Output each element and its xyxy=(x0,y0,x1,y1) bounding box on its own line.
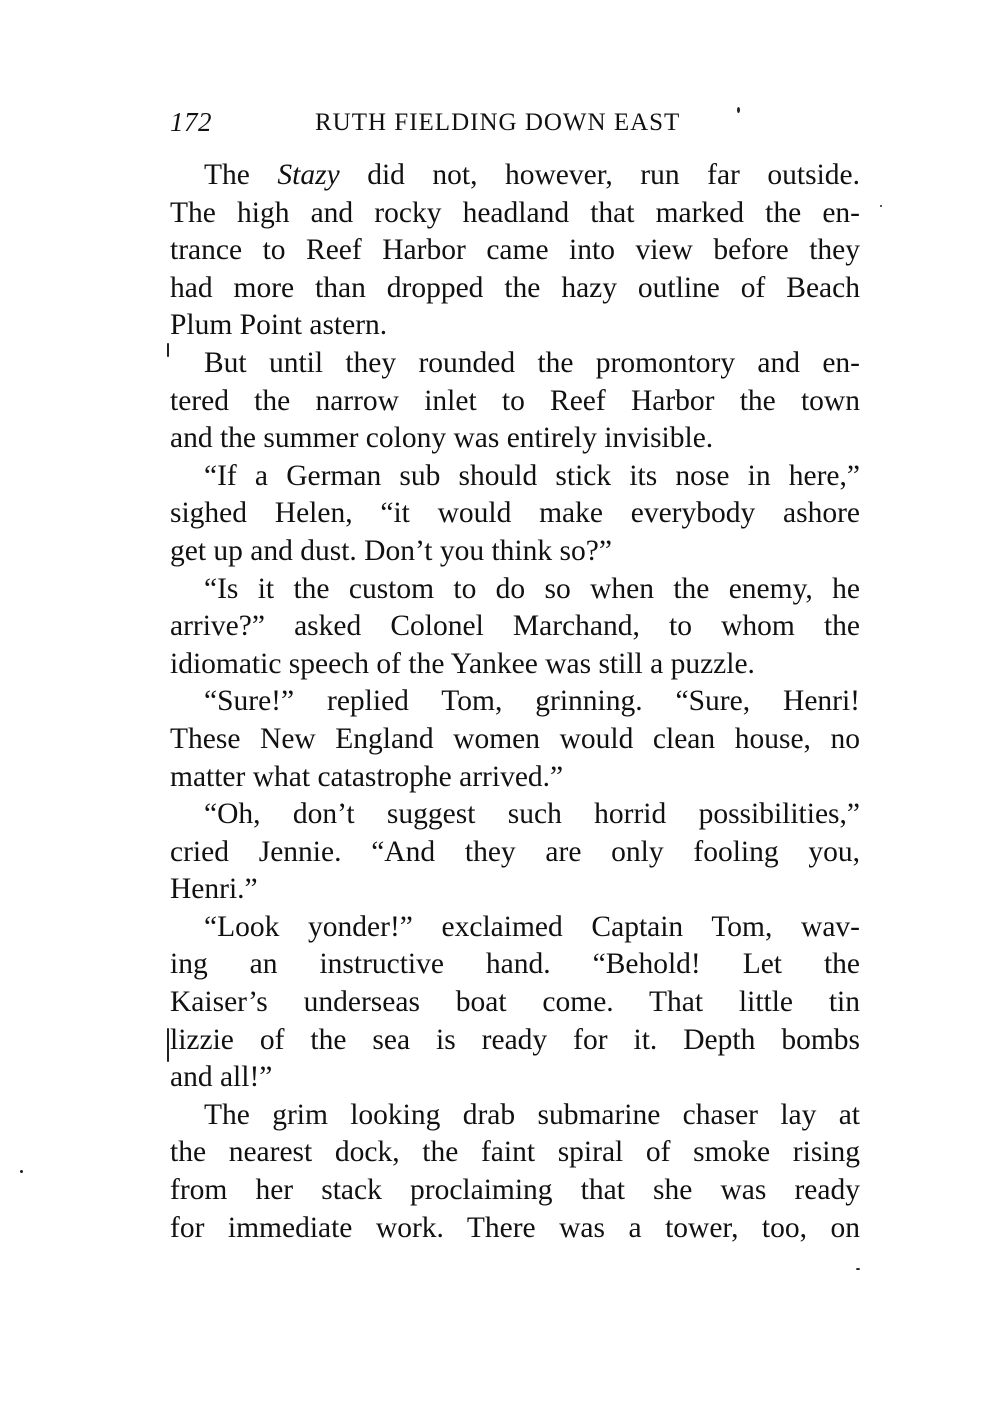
text-line: and the summer colony was entirely invisible. xyxy=(170,422,714,455)
text-line: arrive?” asked Colonel Marchand, to whom the xyxy=(170,610,860,643)
text-line: for immediate work. There was a tower, too, on xyxy=(170,1211,860,1244)
page-number: 172 xyxy=(170,107,212,137)
text-line: and all!” xyxy=(170,1061,273,1094)
text-line: ing an instructive hand. “Behold! Let the xyxy=(170,948,860,981)
text-line: the nearest dock, the faint spiral of smoke rising xyxy=(170,1136,860,1169)
scan-speck xyxy=(20,1170,23,1173)
scan-speck xyxy=(737,107,740,113)
text-line: “Oh, don’t suggest such horrid possibilities,” xyxy=(204,798,860,831)
text-line: had more than dropped the hazy outline of Beach xyxy=(170,271,860,304)
text-line: “Look yonder!” exclaimed Captain Tom, wav- xyxy=(204,910,860,943)
scan-speck xyxy=(880,205,882,207)
text-line: Henri.” xyxy=(170,873,258,906)
text-line: The grim looking drab submarine chaser lay at xyxy=(204,1098,860,1131)
text-line: matter what catastrophe arrived.” xyxy=(170,760,564,793)
text-line: sighed Helen, “it would make everybody ashore xyxy=(170,497,860,530)
text-line: Kaiser’s underseas boat come. That little tin xyxy=(170,986,860,1019)
text-line: tered the narrow inlet to Reef Harbor the town xyxy=(170,384,860,417)
text-line: cried Jennie. “And they are only fooling you, xyxy=(170,835,860,868)
text-line: The Stazy did not, however, run far outside. xyxy=(204,159,860,191)
body-text xyxy=(170,157,860,1247)
scan-speck xyxy=(167,343,169,357)
text-line: get up and dust. Don’t you think so?” xyxy=(170,534,612,567)
scan-speck xyxy=(167,1028,169,1062)
running-title: RUTH FIELDING DOWN EAST xyxy=(315,109,681,136)
page-header xyxy=(170,107,860,143)
scan-speck xyxy=(856,1268,860,1270)
text-line: trance to Reef Harbor came into view before they xyxy=(170,234,860,267)
text-line: lizzie of the sea is ready for it. Depth bombs xyxy=(170,1023,860,1056)
text-line: “If a German sub should stick its nose in here,” xyxy=(204,459,860,492)
text-line: idiomatic speech of the Yankee was still a puzzle. xyxy=(170,647,755,680)
text-line: “Is it the custom to do so when the enemy, he xyxy=(204,572,860,605)
text-line: But until they rounded the promontory and en- xyxy=(204,346,860,379)
text-line: “Sure!” replied Tom, grinning. “Sure, Henri! xyxy=(204,685,860,718)
text-line: The high and rocky headland that marked the en- xyxy=(170,196,860,229)
text-line: These New England women would clean house, no xyxy=(170,722,860,755)
text-line: Plum Point astern. xyxy=(170,309,388,342)
text-line: from her stack proclaiming that she was ready xyxy=(170,1174,860,1207)
